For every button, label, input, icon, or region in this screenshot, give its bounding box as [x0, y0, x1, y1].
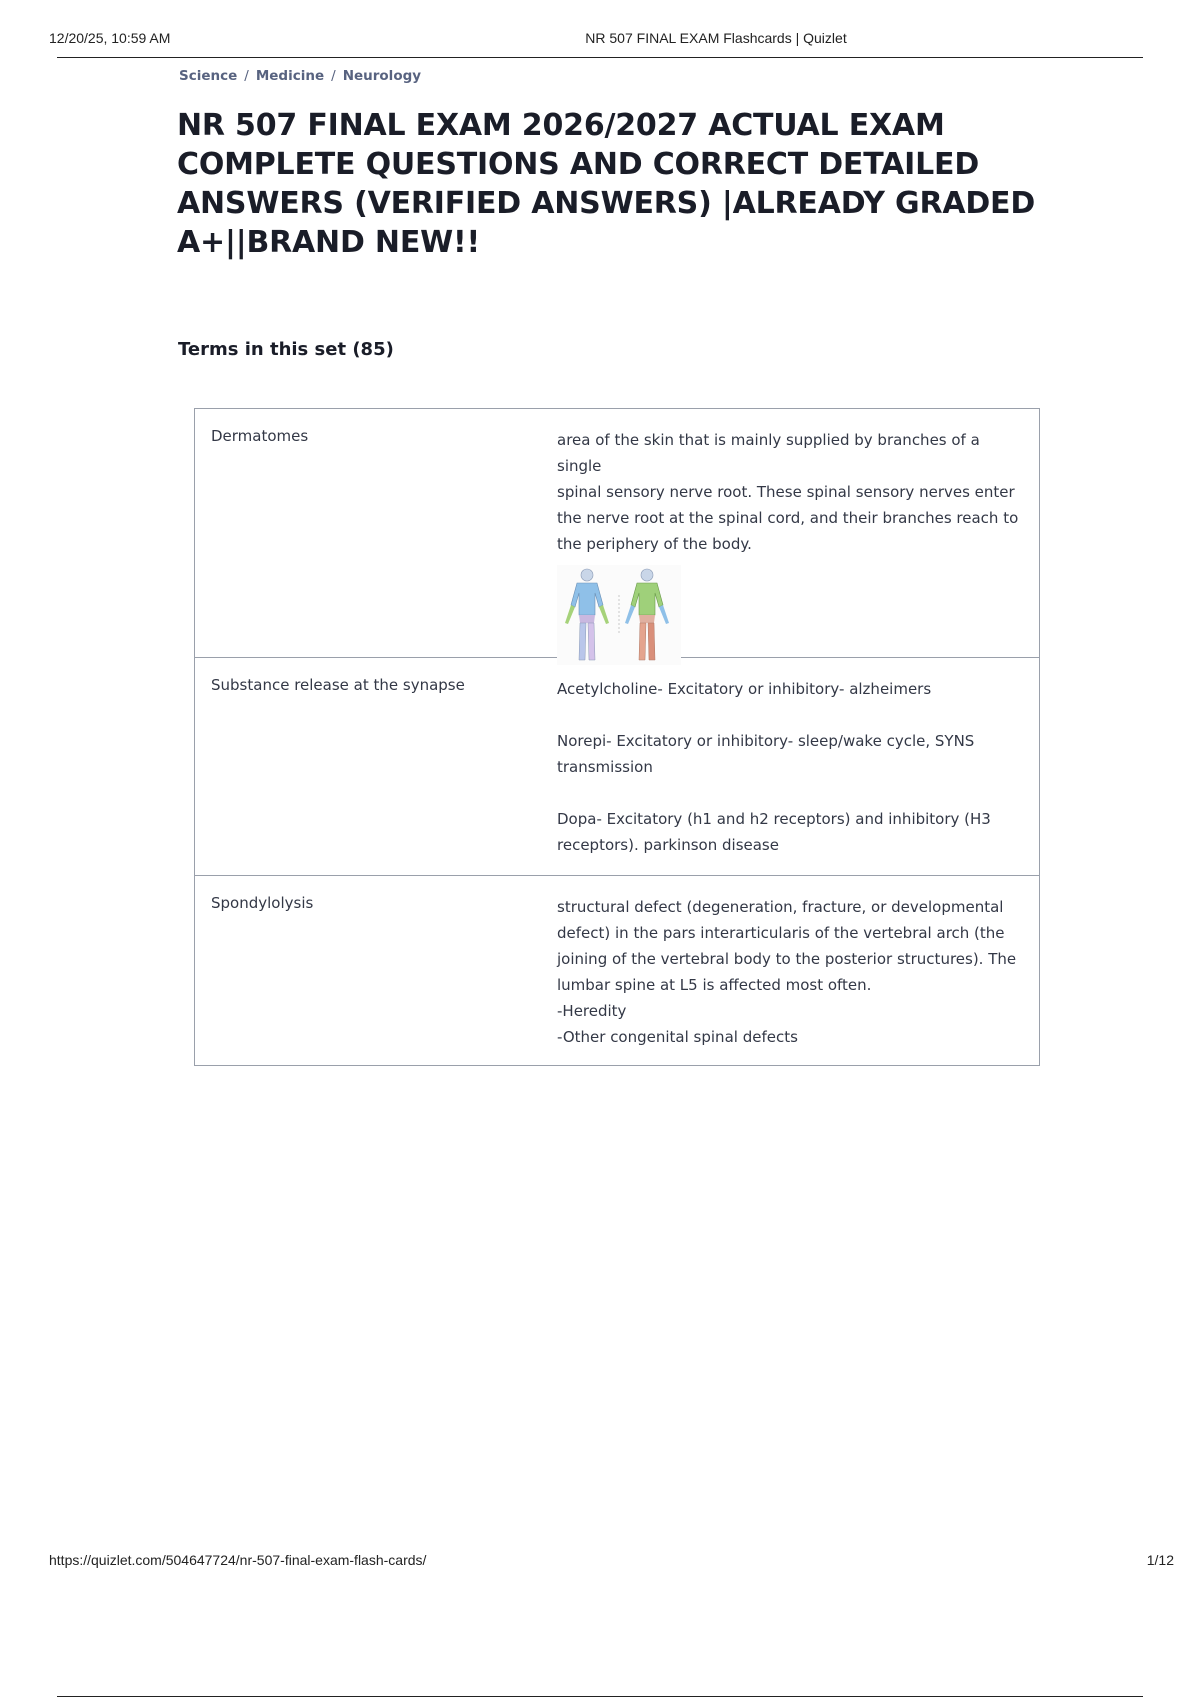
terms-table [194, 408, 1040, 1066]
set-title: NR 507 FINAL EXAM 2026/2027 ACTUAL EXAM COMPLETE QUESTIONS AND CORRECT DETAILED ANSWERS (VERIFIED ANSWERS) |ALREADY GRADED A+||BRAND NEW!! [177, 108, 1036, 260]
breadcrumb-item-neurology[interactable]: Neurology [342, 68, 422, 84]
term-row [195, 875, 1039, 1065]
term-definition [555, 876, 1039, 1065]
definition-line: Norepi- Excitatory or inhibitory- sleep/wake cycle, SYNS [557, 732, 975, 750]
definition-line: joining of the vertebral body to the posterior structures). The [557, 950, 1017, 968]
definition-line: Dopa- Excitatory (h1 and h2 receptors) and inhibitory (H3 [557, 810, 991, 828]
definition-line: defect) in the pars interarticularis of the vertebral arch (the [557, 924, 1005, 942]
definition-line: area of the skin that is mainly supplied by branches of a single [557, 431, 985, 475]
definition-line: -Heredity [557, 1002, 627, 1020]
definition-line: Acetylcholine- Excitatory or inhibitory- alzheimers [557, 680, 932, 698]
definition-line: spinal sensory nerve root. These spinal sensory nerves enter [557, 483, 1015, 501]
term-definition [555, 658, 1039, 875]
terms-count-heading: Terms in this set (85) [178, 339, 394, 360]
print-page-title: NR 507 FINAL EXAM Flashcards | Quizlet [585, 30, 847, 46]
definition-line: structural defect (degeneration, fracture, or developmental [557, 898, 1004, 916]
term-row [195, 657, 1039, 875]
print-header [0, 0, 1200, 60]
print-datetime: 12/20/25, 10:59 AM [49, 30, 171, 46]
definition-line: transmission [557, 758, 653, 776]
definition-line: the periphery of the body. [557, 535, 752, 553]
term-row [195, 409, 1039, 657]
breadcrumb-item-science[interactable]: Science [179, 68, 238, 84]
breadcrumb-item-medicine[interactable]: Medicine [255, 68, 325, 84]
term-word: Substance release at the synapse [211, 676, 465, 694]
definition-line: -Other congenital spinal defects [557, 1028, 798, 1046]
definition-line: the nerve root at the spinal cord, and their branches reach to [557, 509, 1019, 527]
print-page-number: 1/12 [1146, 1552, 1174, 1568]
dermatome-diagram-image[interactable] [557, 565, 681, 665]
paragraph-gap [557, 780, 1019, 806]
definition-line: lumbar spine at L5 is affected most often. [557, 976, 872, 994]
footer-divider [57, 1696, 1143, 1697]
breadcrumb-separator: / [244, 68, 249, 84]
term-word: Spondylolysis [211, 894, 314, 912]
term-definition [555, 409, 1039, 657]
print-page-url: https://quizlet.com/504647724/nr-507-final-exam-flash-cards/ [49, 1552, 427, 1568]
term-word: Dermatomes [211, 427, 309, 445]
breadcrumb [179, 68, 421, 84]
definition-line: receptors). parkinson disease [557, 836, 779, 854]
breadcrumb-separator: / [331, 68, 336, 84]
header-divider [57, 57, 1143, 58]
paragraph-gap [557, 702, 1019, 728]
